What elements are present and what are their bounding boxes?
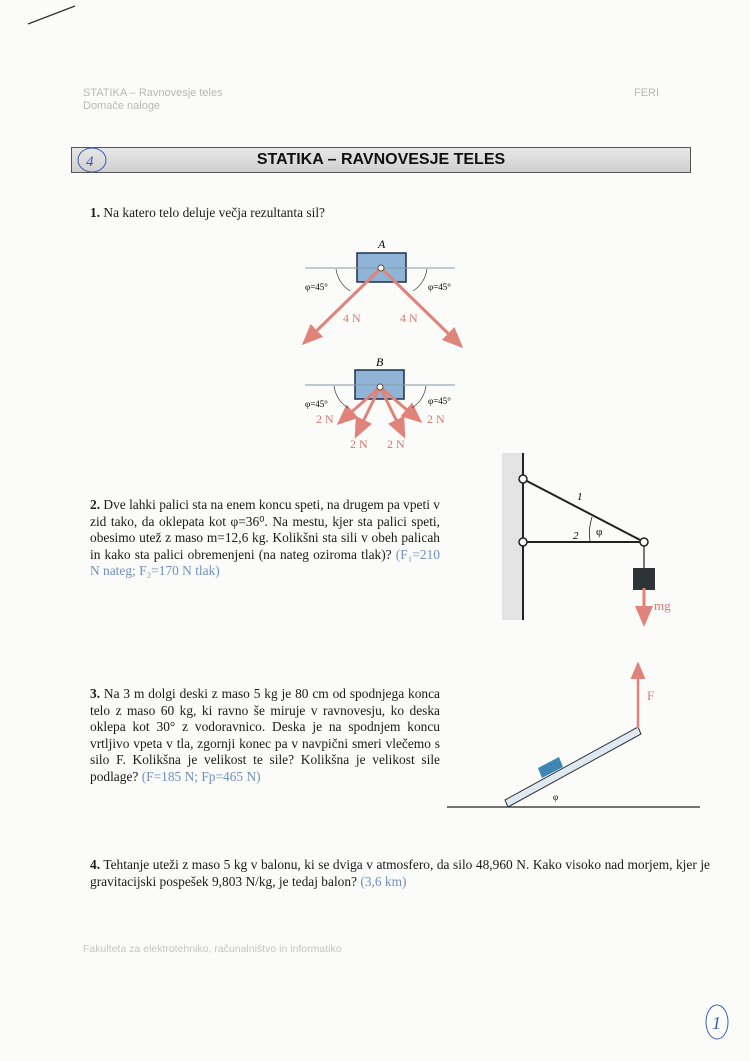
header-subtitle: Domače naloge — [83, 100, 161, 112]
svg-text:2: 2 — [573, 530, 579, 542]
answer-3: (F=185 N; Fp=465 N) — [141, 768, 261, 784]
svg-text:φ=45°: φ=45° — [428, 396, 451, 406]
svg-text:φ: φ — [596, 526, 603, 538]
svg-text:φ=45°: φ=45° — [305, 282, 328, 292]
svg-text:φ: φ — [553, 792, 559, 802]
handwritten-page-number — [700, 1000, 736, 1044]
svg-text:1: 1 — [577, 491, 583, 503]
question-2: 2. Dve lahki palici sta na enem koncu speti, na drugem pa vpeti v zid tako, da oklepata kot φ=36⁰. Na mestu, kjer sta palici speti, obesimo utež z maso m=12,6 kg. Kolikšni sta sili v obeh palicah in kako sta palici obremenjeni (na nateg oziroma tlak)? (F₁=210 N nateg; F₂=170 N tlak) — [90, 497, 440, 579]
svg-text:4 N: 4 N — [400, 311, 418, 325]
footer-faculty: Fakulteta za elektrotehniko, računalništvo in informatiko — [83, 943, 342, 955]
question-4: 4. Tehtanje uteži z maso 5 kg v balonu, ki se dviga v atmosfero, da silo 48,960 N. Kako visoko nad morjem, kjer je gravitacijski pospešek 9,803 N/kg, je tedaj balon? (3,6 km) — [90, 857, 711, 889]
svg-text:2 N: 2 N — [316, 412, 334, 426]
svg-text:1: 1 — [712, 1013, 721, 1033]
plank — [505, 727, 641, 807]
svg-text:4 N: 4 N — [343, 311, 361, 325]
svg-text:4: 4 — [86, 154, 94, 170]
header-institution: FERI — [634, 87, 660, 99]
svg-text:φ=45°: φ=45° — [305, 399, 328, 409]
svg-text:mg: mg — [654, 598, 671, 613]
svg-text:F: F — [647, 688, 655, 703]
svg-text:2 N: 2 N — [350, 437, 368, 451]
question-1: 1. Na katero telo deluje večja rezultanta sil? — [90, 205, 325, 220]
question-3: 3. Na 3 m dolgi deski z maso 5 kg je 80 cm od spodnjega konca telo z maso 60 kg, ki ravno še miruje v ravnovesju, ko deska oklepa kot 30° z vodoravnico. Deska je na spodnjem koncu vrtljivo vpeta v tla, zgornji konec pa v navpični smeri vlečemo s silo F. Kolikšna je velikost te sile? Kolikšna je velikost sile podlage? (F=185 N; Fp=465 N) — [90, 686, 440, 784]
page-title: STATIKA – RAVNOVESJE TELES — [256, 151, 506, 168]
svg-text:φ=45°: φ=45° — [428, 282, 451, 292]
header-course: STATIKA – Ravnovesje teles — [83, 87, 223, 99]
svg-text:2 N: 2 N — [427, 412, 445, 426]
answer-2: (F₁=210 N nateg; F₂=170 N tlak) — [90, 546, 440, 579]
label-b: B — [376, 355, 384, 369]
svg-text:2 N: 2 N — [387, 437, 405, 451]
label-a: A — [378, 237, 386, 251]
answer-4: (3,6 km) — [360, 873, 407, 889]
